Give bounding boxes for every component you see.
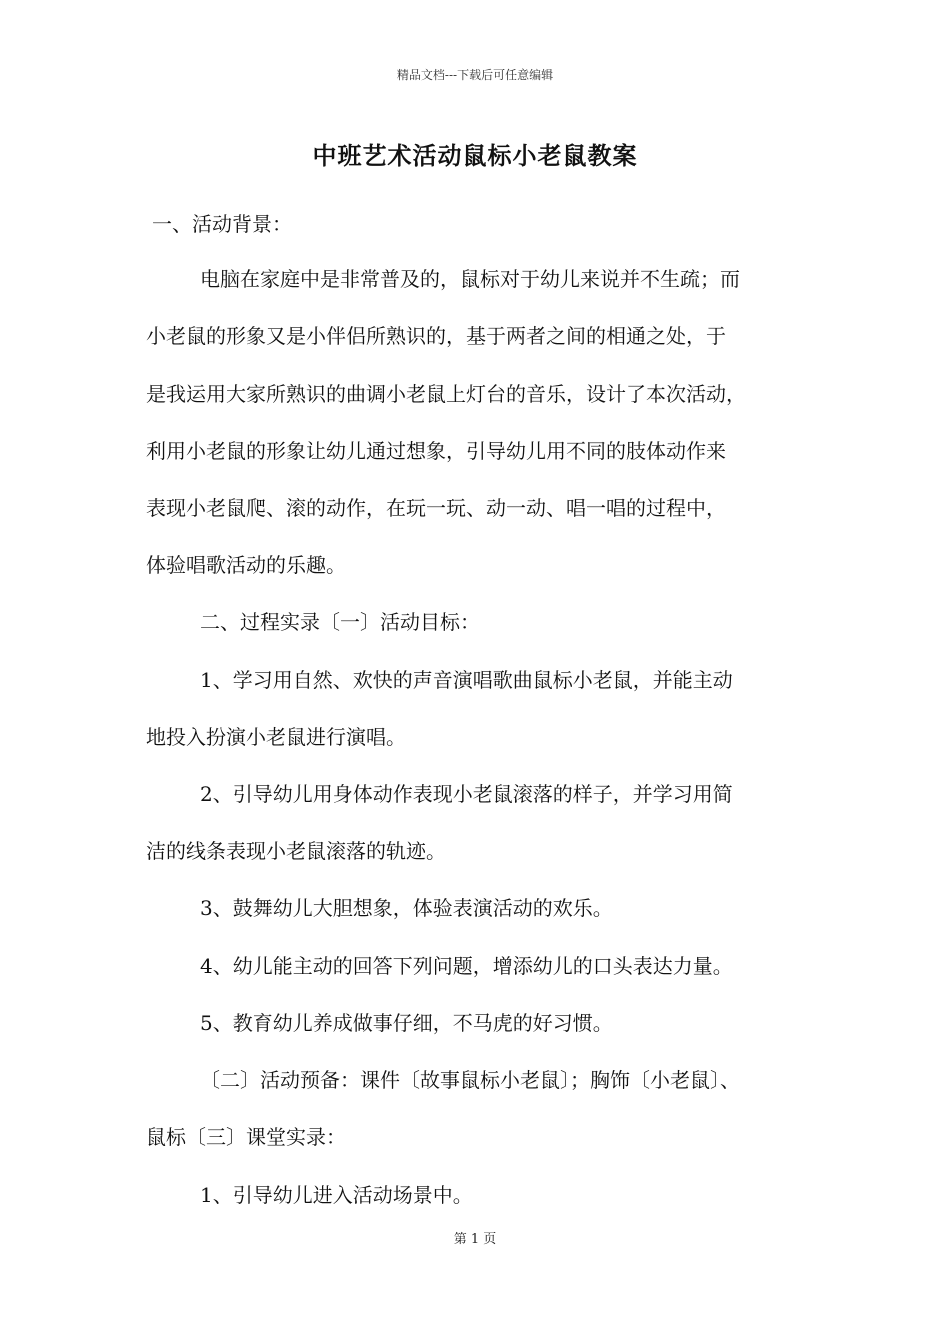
paragraph-line: 体验唱歌活动的乐趣。 <box>146 553 346 577</box>
section-heading-background: 一、活动背景： <box>152 212 292 236</box>
goal-item: 4、幼儿能主动的回答下列问题，增添幼儿的口头表达力量。 <box>200 954 733 978</box>
preparation-line-continuation: 鼠标〔三〕课堂实录： <box>146 1125 346 1149</box>
preparation-line: 〔二〕活动预备：课件〔故事鼠标小老鼠〕；胸饰〔小老鼠〕、 <box>200 1068 740 1092</box>
header-note: 精品文档---下载后可任意编辑 <box>396 68 554 82</box>
paragraph-line: 表现小老鼠爬、滚的动作，在玩一玩、动一动、唱一唱的过程中， <box>146 496 726 520</box>
page-number: 第 1 页 <box>453 1232 497 1247</box>
goal-item-continuation: 洁的线条表现小老鼠滚落的轨迹。 <box>146 839 446 863</box>
goal-item: 1、学习用自然、欢快的声音演唱歌曲鼠标小老鼠，并能主动 <box>200 668 733 692</box>
goal-item: 5、教育幼儿养成做事仔细，不马虎的好习惯。 <box>200 1011 613 1035</box>
goal-item: 2、引导幼儿用身体动作表现小老鼠滚落的样子，并学习用简 <box>200 782 733 806</box>
paragraph-line: 利用小老鼠的形象让幼儿通过想象，引导幼儿用不同的肢体动作来 <box>146 439 726 463</box>
paragraph-line: 是我运用大家所熟识的曲调小老鼠上灯台的音乐，设计了本次活动， <box>146 382 746 406</box>
section-heading-process: 二、过程实录〔一〕活动目标： <box>200 610 480 634</box>
paragraph-line: 电脑在家庭中是非常普及的，鼠标对于幼儿来说并不生疏；而 <box>200 267 740 291</box>
paragraph-line: 小老鼠的形象又是小伴侣所熟识的，基于两者之间的相通之处，于 <box>146 324 726 348</box>
classroom-step: 1、引导幼儿进入活动场景中。 <box>200 1183 473 1207</box>
document-title: 中班艺术活动鼠标小老鼠教案 <box>312 141 638 170</box>
goal-item: 3、鼓舞幼儿大胆想象，体验表演活动的欢乐。 <box>200 896 613 920</box>
goal-item-continuation: 地投入扮演小老鼠进行演唱。 <box>146 725 406 749</box>
